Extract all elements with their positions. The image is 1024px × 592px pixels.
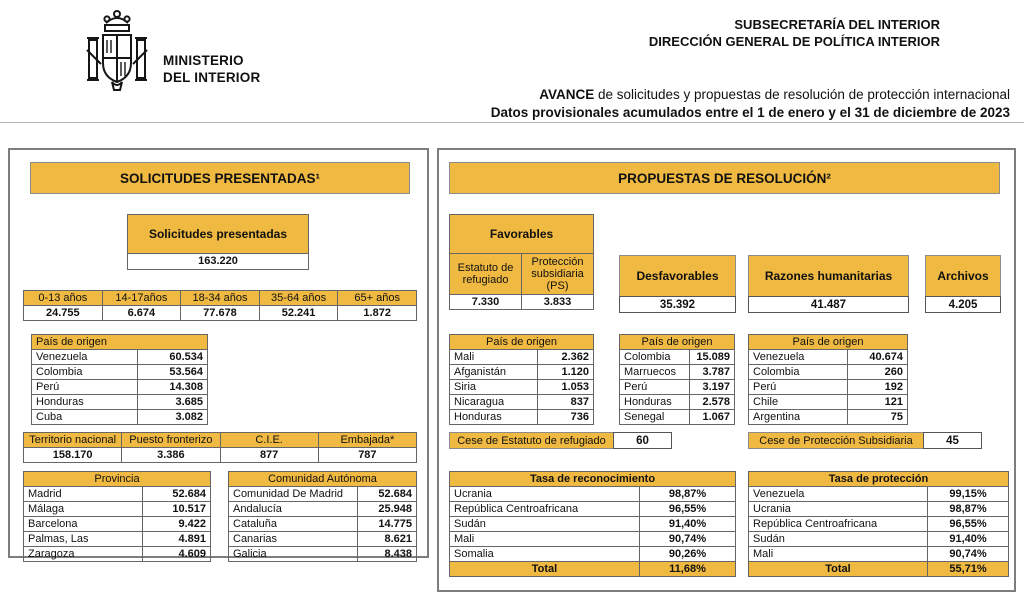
table-row: Senegal 1.067: [620, 410, 735, 425]
desfavorables-label: Desfavorables: [619, 255, 736, 297]
table-total-row: [749, 562, 1009, 577]
age-header: 18-34 años: [181, 291, 260, 306]
age-table: [23, 290, 417, 321]
age-header: 14-17años: [102, 291, 181, 306]
cese-refugiado-value: 60: [613, 432, 672, 449]
tasa-prot-total-value: 55,71%: [928, 562, 1009, 577]
comunidad-table: [228, 471, 417, 562]
table-row: Ucrania 98,87%: [749, 502, 1009, 517]
age-value: 24.755: [24, 306, 103, 321]
favorables-val2: 3.833: [522, 295, 594, 310]
table-row: Afganistán 1.120: [450, 365, 594, 380]
table-row: Colombia 53.564: [32, 365, 208, 380]
origin-table-left: [31, 334, 208, 425]
table-row: Somalia 90,26%: [450, 547, 736, 562]
table-row: Cataluña 14.775: [229, 517, 417, 532]
comunidad-title: Comunidad Autónoma: [229, 472, 417, 487]
solicitudes-panel: [8, 148, 429, 558]
cese-ps-value: 45: [923, 432, 982, 449]
table-row: Ucrania 98,87%: [450, 487, 736, 502]
table-row: Zaragoza 4.609: [24, 547, 211, 562]
ministry-name: [163, 52, 260, 86]
avance-rest: de solicitudes y propuestas de resolución de protección internacional: [594, 87, 1010, 102]
solicitudes-title-bar: SOLICITUDES PRESENTADAS¹: [30, 162, 410, 194]
table-row: [450, 254, 594, 295]
org-heading: [649, 16, 940, 50]
table-row: República Centroafricana 96,55%: [450, 502, 736, 517]
table-row: Mali 2.362: [450, 350, 594, 365]
table-row: Mali 90,74%: [749, 547, 1009, 562]
place-value: 3.386: [122, 448, 220, 463]
total-label: Solicitudes presentadas: [128, 215, 309, 254]
table-row: Andalucía 25.948: [229, 502, 417, 517]
document-subtitle: Datos provisionales acumulados entre el 1 de enero y el 31 de diciembre de 2023: [490, 105, 1010, 120]
table-row: Perú 192: [749, 380, 908, 395]
origin-desf-title: País de origen: [620, 335, 735, 350]
age-header: 35-64 años: [259, 291, 338, 306]
tasa-prot-total-label: Total: [749, 562, 928, 577]
table-row: Málaga 10.517: [24, 502, 211, 517]
propuestas-title-bar: PROPUESTAS DE RESOLUCIÓN²: [449, 162, 1000, 194]
favorables-val1: 7.330: [450, 295, 522, 310]
table-row: Nicaragua 837: [450, 395, 594, 410]
table-row: Sudán 91,40%: [450, 517, 736, 532]
table-row: Honduras 2.578: [620, 395, 735, 410]
provincia-table: [23, 471, 211, 562]
table-row: Honduras 736: [450, 410, 594, 425]
table-row: Venezuela 60.534: [32, 350, 208, 365]
table-total-row: [450, 562, 736, 577]
favorables-title: Favorables: [450, 215, 594, 254]
age-header: 65+ años: [338, 291, 417, 306]
archivos-value: 4.205: [925, 296, 1001, 313]
desfavorables-value: 35.392: [619, 296, 736, 313]
place-table: [23, 432, 417, 463]
age-value: 6.674: [102, 306, 181, 321]
table-row: Palmas, Las 4.891: [24, 532, 211, 547]
table-row: Argentina 75: [749, 410, 908, 425]
place-header: Puesto fronterizo: [122, 433, 220, 448]
table-row: Barcelona 9.422: [24, 517, 211, 532]
tasa-rec-title: Tasa de reconocimiento: [450, 472, 736, 487]
archivos-label: Archivos: [925, 255, 1001, 297]
age-header: 0-13 años: [24, 291, 103, 306]
solicitudes-total-table: [127, 214, 309, 270]
provincia-title: Provincia: [24, 472, 211, 487]
place-value: 877: [220, 448, 318, 463]
origin-table-favorables: [449, 334, 594, 425]
tasa-rec-total-label: Total: [450, 562, 640, 577]
origin-table-desfavorables: [619, 334, 735, 425]
avance-word: AVANCE: [539, 87, 595, 102]
place-header: C.I.E.: [220, 433, 318, 448]
age-value: 1.872: [338, 306, 417, 321]
table-row: Canarias 8.621: [229, 532, 417, 547]
table-row: Honduras 3.685: [32, 395, 208, 410]
total-value: 163.220: [128, 254, 309, 270]
org-line1: SUBSECRETARÍA DEL INTERIOR: [734, 17, 940, 32]
table-row: [24, 291, 417, 306]
table-row: Siria 1.053: [450, 380, 594, 395]
cese-refugiado-label: Cese de Estatuto de refugiado: [449, 432, 614, 449]
table-row: [24, 448, 417, 463]
table-row: República Centroafricana 96,55%: [749, 517, 1009, 532]
favorables-table: [449, 214, 594, 310]
header-divider: [0, 122, 1024, 123]
table-row: Venezuela 99,15%: [749, 487, 1009, 502]
propuestas-panel: [437, 148, 1016, 592]
place-value: 158.170: [24, 448, 122, 463]
table-row: Cuba 3.082: [32, 410, 208, 425]
razones-label: Razones humanitarias: [748, 255, 909, 297]
table-row: Colombia 15.089: [620, 350, 735, 365]
place-header: Embajada*: [318, 433, 416, 448]
razones-value: 41.487: [748, 296, 909, 313]
table-row: Comunidad De Madrid 52.684: [229, 487, 417, 502]
table-row: Venezuela 40.674: [749, 350, 908, 365]
table-row: Madrid 52.684: [24, 487, 211, 502]
document-title: [491, 86, 1010, 122]
age-value: 52.241: [259, 306, 338, 321]
place-header: Territorio nacional: [24, 433, 122, 448]
coat-of-arms-logo: [86, 8, 148, 114]
origin-table-title: País de origen: [32, 335, 208, 350]
table-row: Chile 121: [749, 395, 908, 410]
table-row: Marruecos 3.787: [620, 365, 735, 380]
avance-line: [491, 86, 1010, 104]
table-row: Sudán 91,40%: [749, 532, 1009, 547]
origin-fav-title: País de origen: [450, 335, 594, 350]
favorables-col2: Protección subsidiaria (PS): [522, 254, 594, 295]
table-row: Colombia 260: [749, 365, 908, 380]
table-row: [24, 306, 417, 321]
age-value: 77.678: [181, 306, 260, 321]
table-row: Galicia 8.438: [229, 547, 417, 562]
table-row: Perú 14.308: [32, 380, 208, 395]
favorables-col1: Estatuto de refugiado: [450, 254, 522, 295]
org-line2: DIRECCIÓN GENERAL DE POLÍTICA INTERIOR: [648, 34, 940, 49]
table-row: Mali 90,74%: [450, 532, 736, 547]
tasa-prot-title: Tasa de protección: [749, 472, 1009, 487]
tasa-rec-total-value: 11,68%: [640, 562, 736, 577]
tasa-proteccion-table: [748, 471, 1009, 577]
coat-of-arms-icon: [86, 8, 148, 114]
table-row: [24, 433, 417, 448]
tasa-reconocimiento-table: [449, 471, 736, 577]
origin-table-razones: [748, 334, 908, 425]
table-row: [450, 295, 594, 310]
origin-raz-title: País de origen: [749, 335, 908, 350]
cese-ps-label: Cese de Protección Subsidiaria: [748, 432, 924, 449]
ministry-line1: MINISTERIO: [163, 53, 244, 68]
ministry-line2: DEL INTERIOR: [163, 70, 261, 85]
place-value: 787: [318, 448, 416, 463]
table-row: Perú 3.197: [620, 380, 735, 395]
